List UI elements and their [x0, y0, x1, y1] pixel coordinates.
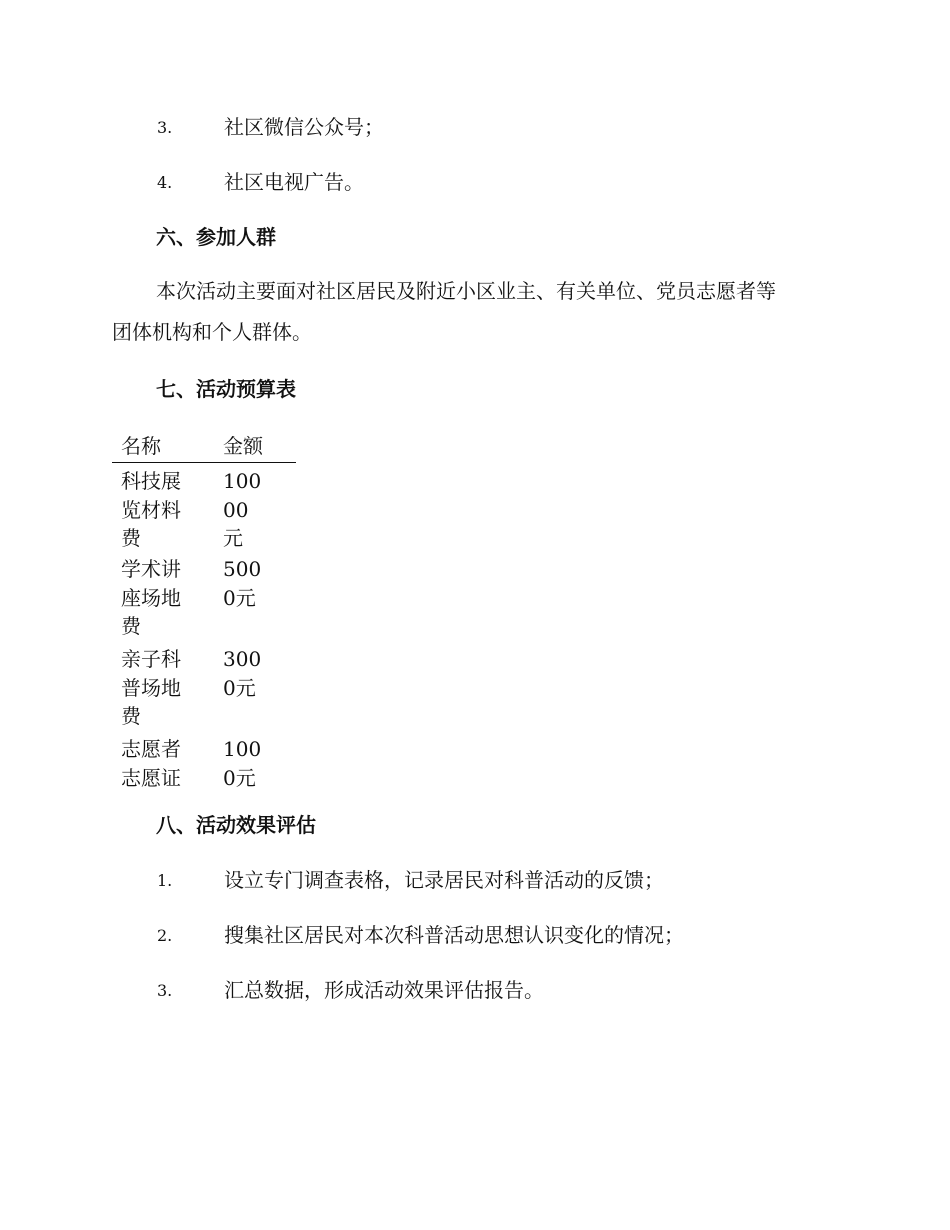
table-cell-name: 学术讲座场地费: [121, 557, 181, 638]
table-header-amount: 金额: [223, 434, 263, 458]
list-number: 2.: [157, 926, 173, 945]
table-row: [112, 555, 296, 645]
list-number: 3.: [157, 118, 173, 137]
paragraph-line: 团体机构和个人群体。: [112, 320, 312, 344]
list-text: 搜集社区居民对本次科普活动思想认识变化的情况；: [224, 923, 684, 947]
list-number: 4.: [157, 173, 173, 192]
section-heading-participants: 六、参加人群: [156, 225, 276, 249]
list-text: 社区电视广告。: [224, 170, 364, 194]
table-cell-amount: 10000元: [223, 469, 262, 550]
table-cell-amount: 3000元: [223, 647, 262, 700]
table-row: [112, 645, 296, 735]
table-row: [112, 735, 296, 795]
table-header-row: [112, 430, 296, 463]
list-text: 社区微信公众号；: [224, 115, 384, 139]
table-cell-amount: 5000元: [223, 557, 262, 610]
list-number: 1.: [157, 871, 173, 890]
table-cell-amount: 1000元: [223, 737, 262, 790]
table-cell-name: 科技展览材料费: [121, 469, 181, 550]
table-cell-name: 志愿者志愿证: [121, 737, 181, 790]
section-heading-budget: 七、活动预算表: [156, 377, 296, 401]
participants-paragraph: [112, 271, 832, 353]
section-heading-evaluation: 八、活动效果评估: [156, 813, 316, 837]
list-text: 设立专门调查表格，记录居民对科普活动的反馈；: [224, 868, 664, 892]
budget-table: [112, 430, 296, 795]
table-cell-name: 亲子科普场地费: [121, 647, 181, 728]
list-text: 汇总数据，形成活动效果评估报告。: [224, 978, 544, 1002]
table-row: [112, 467, 296, 555]
paragraph-line: 本次活动主要面对社区居民及附近小区业主、有关单位、党员志愿者等: [156, 279, 776, 303]
table-header-name: 名称: [121, 434, 161, 458]
list-number: 3.: [157, 981, 173, 1000]
